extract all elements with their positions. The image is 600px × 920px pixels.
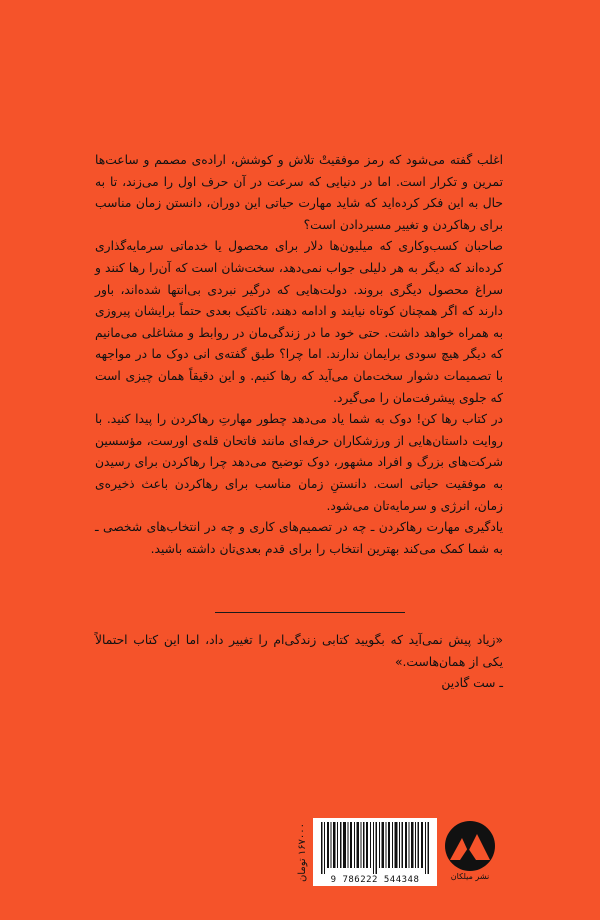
blurb-paragraph-4: یادگیری مهارت رهاکردن ـ چه در تصمیم‌های کاری و چه در انتخاب‌های شخصی ـ به شما کمک می‌کند بهترین انتخاب را برای قدم بعدی‌تان داشته باشید. [95, 520, 503, 556]
quote-text: «زیاد پیش نمی‌آید که بگویید کتابی زندگی‌ام را تغییر داد، اما این کتاب احتمالاً یکی از همان‌هاست.» [95, 633, 503, 669]
barcode-icon [319, 822, 431, 874]
endorsement-quote [95, 630, 503, 695]
blurb-paragraph-3: در کتاب رها کن! دوک به شما یاد می‌دهد چطور مهارتِ رهاکردن را پیدا کنید. با روایت داستان‌هایی از ورزشکاران حرفه‌ای مانند فاتحان قله‌ی اورست، مؤسسین شرکت‌های بزرگ و افراد مشهور، دوک توضیح می‌دهد چرا رهاکردن برای رسیدن به موفقیت حیاتی است. دانستنِ زمان مناسب برای رهاکردن باعث ذخیره‌ی زمان، انرژی و سرمایه‌تان می‌شود. [95, 412, 503, 513]
section-divider [215, 612, 405, 613]
price-label [293, 822, 313, 882]
blurb-paragraph-2: صاحبان کسب‌وکاری که میلیون‌ها دلار برای محصول یا خدماتی سرمایه‌گذاری کرده‌اند که دیگر به هر دلیلی جواب نمی‌دهد، سخت‌شان است که آن‌را رها کنند و سراغ محصول دیگری بروند. دولت‌هایی که درگیر نبردی بی‌انتها شده‌اند، باور دارند که اگر همچنان کوتاه نیایند و ادامه دهند، تاکتیک بعدی حتماً برایشان پیروزی به همراه خواهد داشت. حتی خود ما در زندگی‌مان در روابط و مشاغلی می‌مانیم که دیگر هیچ سودی برایمان ندارند. اما چرا؟ طبق گفته‌ی انی دوک ما در مواجهه با تصمیمات دشوار سخت‌مان می‌آید که رها کنیم. و این دقیقاً همان چیزی است که جلوی پیشرفت‌مان را می‌گیرد. [95, 239, 503, 405]
isbn-number: 9 786222 544348 [330, 875, 420, 885]
publisher-name: نشر میلکان [450, 872, 490, 881]
blurb-text [95, 150, 503, 560]
isbn-barcode [313, 818, 437, 886]
price-text: ۱۶۷۰۰۰ تومان [297, 822, 309, 882]
blurb-paragraph-1: اغلب گفته می‌شود که رمز موفقیتْ تلاش و کوشش، اراده‌ی مصمم و ساعت‌ها تمرین و تکرار است. اما در دنیایی که سرعت در آن حرف اول را می‌زند، تا به حال به این فکر کرده‌اید که شاید مهارت حیاتی این دوران، دانستن زمان مناسب برای رهاکردن و تغییر مسیردادن است؟ [95, 153, 503, 232]
quote-author: ـ ست گادین [441, 676, 503, 691]
mountain-logo-icon [440, 820, 500, 872]
